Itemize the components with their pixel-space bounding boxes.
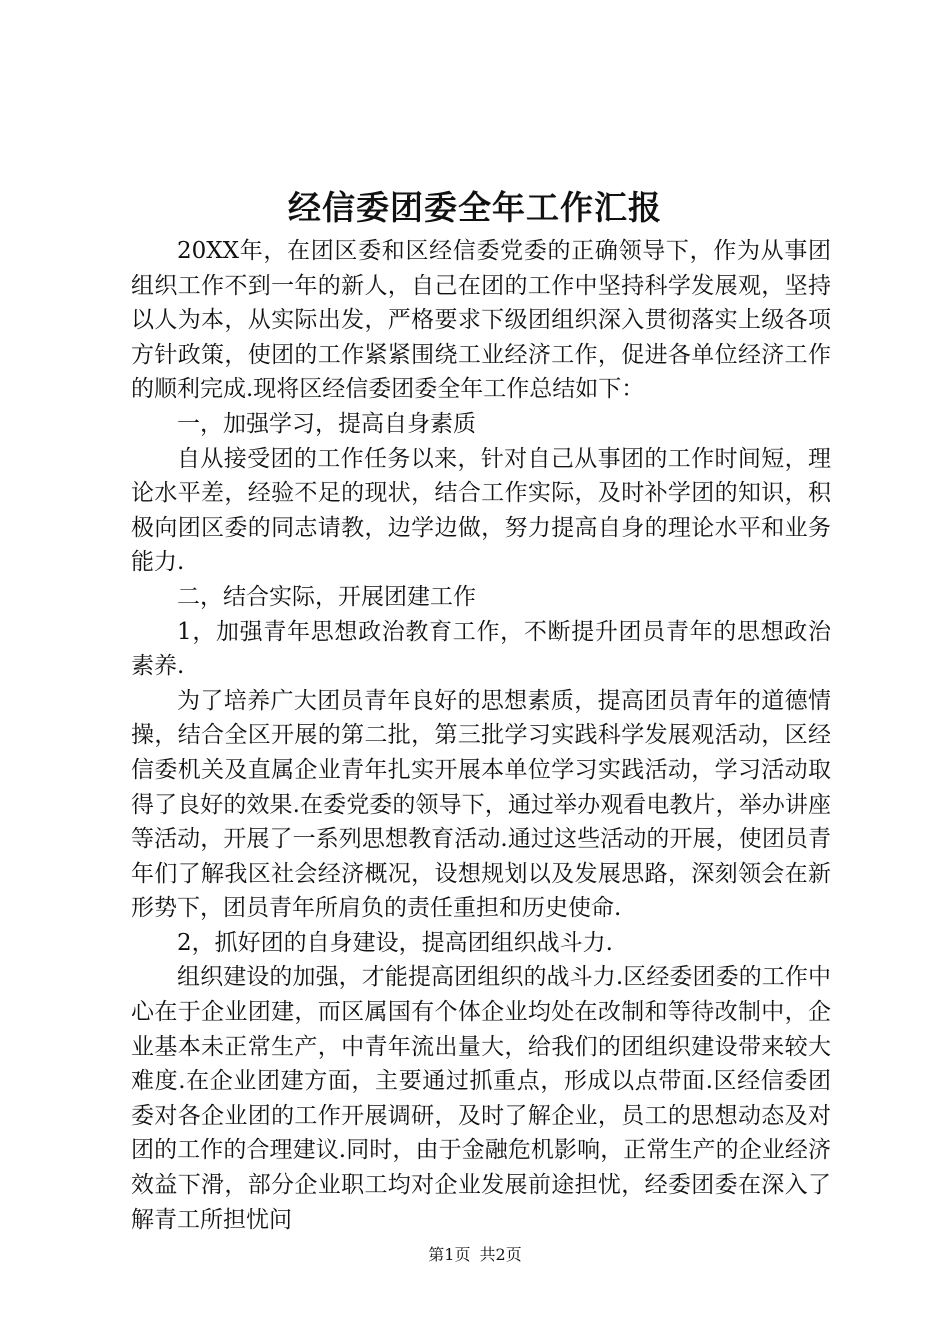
- page-number: 第1页: [428, 1245, 471, 1264]
- section-heading-2: 二，结合实际，开展团建工作: [177, 583, 476, 610]
- paragraph-intro: 20XX年，在团区委和区经信委党委的正确领导下，作为从事团组织工作不到一年的新人，自己在团的工作中坚持科学发展观，坚持以人为本，从实际出发，严格要求下级团组织深入贯彻落实上级各项方针政策，使团的工作紧紧围绕工业经济工作，促进各单位经济工作的顺利完成.现将区经信委团委全年工作总结如下：: [131, 238, 831, 403]
- paragraph-organization: 组织建设的加强，才能提高团组织的战斗力.区经委团委的工作中心在于企业团建，而区属国有个体企业均处在改制和等待改制中，企业基本未正常生产，中青年流出量大，给我们的团组织建设带来较大难度.在企业团建方面，主要通过抓重点，形成以点带面.区经信委团委对各企业团的工作开展调研，及时了解企业，员工的思想动态及对团的工作的合理建议.同时，由于金融危机影响，正常生产的企业经济效益下滑，部分企业职工均对企业发展前途担忧，经委团委在深入了解青工所担忧问: [131, 964, 831, 1233]
- paragraph-education: 为了培养广大团员青年良好的思想素质，提高团员青年的道德情操，结合全区开展的第二批，第三批学习实践科学发展观活动，区经信委机关及直属企业青年扎实开展本单位学习实践活动，学习活动取得了良好的效果.在委党委的领导下，通过举办观看电教片，举办讲座等活动，开展了一系列思想教育活动.通过这些活动的开展，使团员青年们了解我区社会经济概况，设想规划以及发展思路，深刻领会在新形势下，团员青年所肩负的责任重担和历史使命.: [131, 687, 831, 922]
- subsection-heading-1: 1，加强青年思想政治教育工作，不断提升团员青年的思想政治素养.: [131, 618, 831, 680]
- document-title: 经信委团委全年工作汇报: [288, 188, 662, 227]
- paragraph-study: 自从接受团的工作任务以来，针对自己从事团的工作时间短，理论水平差，经验不足的现状，结合工作实际，及时补学团的知识，积极向团区委的同志请教，边学边做，努力提高自身的理论水平和业务能力.: [131, 445, 831, 576]
- subsection-heading-2: 2，抓好团的自身建设，提高团组织战斗力.: [177, 929, 613, 956]
- section-heading-1: 一，加强学习，提高自身素质: [177, 410, 476, 437]
- page-footer: [0, 1244, 950, 1266]
- document-body: [131, 234, 831, 1237]
- page-total: 共2页: [479, 1245, 522, 1264]
